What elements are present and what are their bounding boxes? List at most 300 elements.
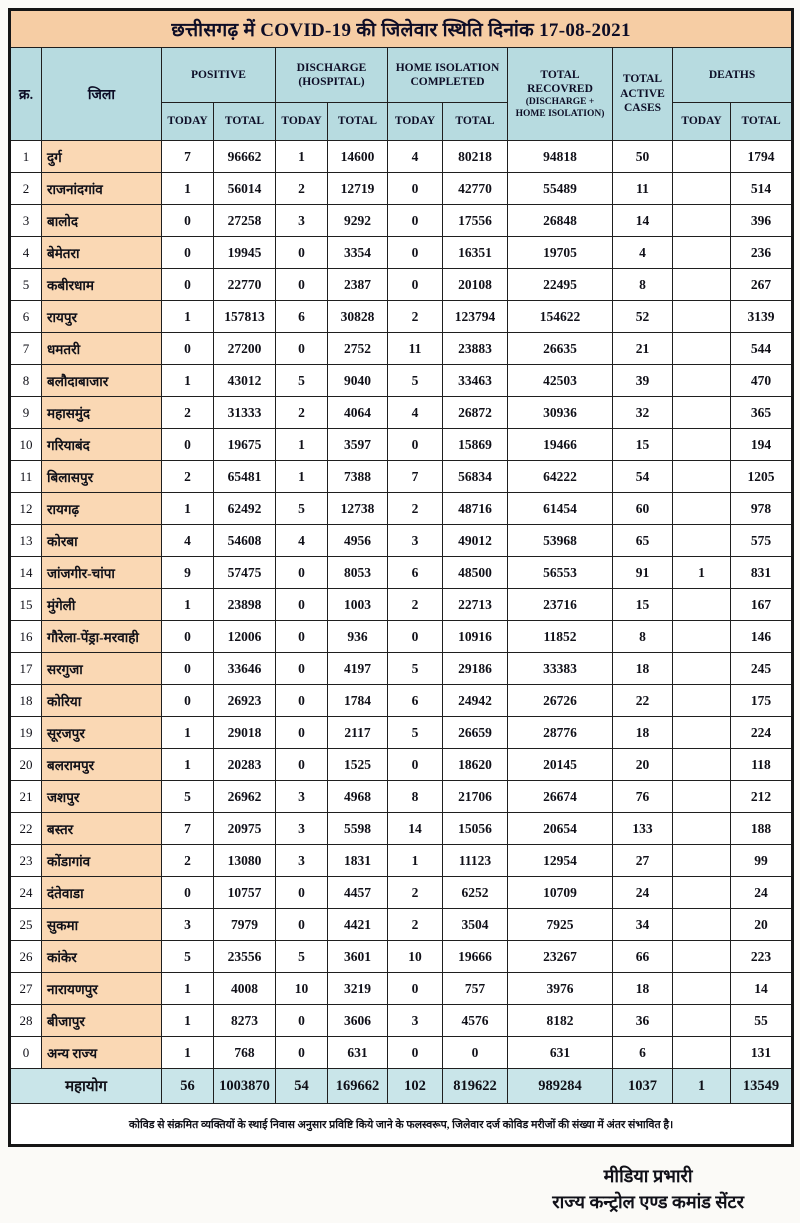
serial-cell: 17 [10, 653, 42, 685]
discharge-today-cell: 5 [276, 493, 328, 525]
table-row [10, 429, 793, 461]
discharge-total-cell: 14600 [328, 141, 388, 173]
table-row [10, 333, 793, 365]
discharge-total-cell: 1525 [328, 749, 388, 781]
deaths-today-cell [673, 621, 731, 653]
deaths-today-cell [673, 877, 731, 909]
district-cell: बलरामपुर [42, 749, 162, 781]
table-row [10, 237, 793, 269]
discharge-total-cell: 2387 [328, 269, 388, 301]
home-isolation-today-cell: 6 [388, 557, 443, 589]
active-cases-cell: 65 [613, 525, 673, 557]
column-header-active-cases: TOTAL ACTIVE CASES [613, 48, 673, 141]
district-cell: दंतेवाडा [42, 877, 162, 909]
home-isolation-today-cell: 0 [388, 973, 443, 1005]
serial-cell: 22 [10, 813, 42, 845]
total-recovered-cell: 28776 [508, 717, 613, 749]
discharge-today-cell: 0 [276, 557, 328, 589]
table-row [10, 557, 793, 589]
deaths-total-cell: 167 [731, 589, 793, 621]
district-cell: कोरिया [42, 685, 162, 717]
total-active-cases: 1037 [613, 1069, 673, 1104]
home-isolation-today-cell: 8 [388, 781, 443, 813]
positive-total-cell: 26923 [214, 685, 276, 717]
deaths-today-cell [673, 365, 731, 397]
positive-today-cell: 1 [162, 173, 214, 205]
positive-total-cell: 23556 [214, 941, 276, 973]
positive-today-cell: 2 [162, 845, 214, 877]
home-isolation-today-cell: 7 [388, 461, 443, 493]
signature-block [8, 1163, 792, 1215]
positive-today-cell: 0 [162, 429, 214, 461]
positive-total-cell: 27258 [214, 205, 276, 237]
district-cell: महासमुंद [42, 397, 162, 429]
home-isolation-total-cell: 48716 [443, 493, 508, 525]
home-isolation-total-cell: 22713 [443, 589, 508, 621]
district-cell: गौरेला-पेंड्रा-मरवाही [42, 621, 162, 653]
total-recovered-cell: 30936 [508, 397, 613, 429]
serial-cell: 1 [10, 141, 42, 173]
home-isolation-today-cell: 3 [388, 1005, 443, 1037]
deaths-today-cell [673, 973, 731, 1005]
home-isolation-today-cell: 11 [388, 333, 443, 365]
total-recovered-cell: 53968 [508, 525, 613, 557]
active-cases-cell: 60 [613, 493, 673, 525]
home-isolation-total-cell: 80218 [443, 141, 508, 173]
home-isolation-today-cell: 14 [388, 813, 443, 845]
deaths-total-cell: 223 [731, 941, 793, 973]
positive-today-cell: 5 [162, 941, 214, 973]
deaths-total-cell: 24 [731, 877, 793, 909]
total-discharge-today: 54 [276, 1069, 328, 1104]
serial-cell: 12 [10, 493, 42, 525]
total-positive-total: 1003870 [214, 1069, 276, 1104]
positive-today-cell: 7 [162, 141, 214, 173]
deaths-today-cell [673, 141, 731, 173]
discharge-today-cell: 0 [276, 653, 328, 685]
total-home-isolation-today: 102 [388, 1069, 443, 1104]
total-recovered-cell: 631 [508, 1037, 613, 1069]
total-recovered-cell: 12954 [508, 845, 613, 877]
deaths-today-cell [673, 269, 731, 301]
table-row [10, 973, 793, 1005]
deaths-total-cell: 978 [731, 493, 793, 525]
positive-today-cell: 5 [162, 781, 214, 813]
deaths-total-cell: 470 [731, 365, 793, 397]
discharge-line1: DISCHARGE [296, 61, 367, 74]
serial-cell: 14 [10, 557, 42, 589]
table-row [10, 877, 793, 909]
discharge-today-cell: 0 [276, 909, 328, 941]
deaths-today-cell [673, 845, 731, 877]
serial-cell: 0 [10, 1037, 42, 1069]
column-header-district: जिला [42, 48, 162, 141]
discharge-today-cell: 3 [276, 845, 328, 877]
deaths-today-cell [673, 685, 731, 717]
active-cases-cell: 91 [613, 557, 673, 589]
total-recovered-cell: 19705 [508, 237, 613, 269]
total-recovered-cell: 8182 [508, 1005, 613, 1037]
discharge-today-cell: 5 [276, 941, 328, 973]
total-recovered-cell: 20145 [508, 749, 613, 781]
discharge-total-cell: 3354 [328, 237, 388, 269]
deaths-total-cell: 194 [731, 429, 793, 461]
table-row [10, 1037, 793, 1069]
table-body [10, 141, 793, 1069]
table-row [10, 301, 793, 333]
serial-cell: 10 [10, 429, 42, 461]
deaths-total-cell: 236 [731, 237, 793, 269]
discharge-total-cell: 3601 [328, 941, 388, 973]
discharge-total-cell: 7388 [328, 461, 388, 493]
serial-cell: 4 [10, 237, 42, 269]
serial-cell: 7 [10, 333, 42, 365]
discharge-total-cell: 4421 [328, 909, 388, 941]
deaths-today-cell [673, 333, 731, 365]
deaths-total-cell: 131 [731, 1037, 793, 1069]
table-row [10, 813, 793, 845]
total-recovered-total: 989284 [508, 1069, 613, 1104]
district-cell: बस्तर [42, 813, 162, 845]
discharge-today-cell: 6 [276, 301, 328, 333]
total-row [10, 1069, 793, 1104]
table-row [10, 1005, 793, 1037]
total-recovered-cell: 20654 [508, 813, 613, 845]
district-cell: कोरबा [42, 525, 162, 557]
positive-total-cell: 157813 [214, 301, 276, 333]
discharge-total-cell: 936 [328, 621, 388, 653]
positive-today-cell: 0 [162, 653, 214, 685]
positive-today-cell: 0 [162, 685, 214, 717]
home-isolation-today-cell: 0 [388, 237, 443, 269]
column-header-positive: POSITIVE [162, 48, 276, 103]
total-recovered-cell: 94818 [508, 141, 613, 173]
discharge-today-cell: 0 [276, 717, 328, 749]
deaths-total-cell: 20 [731, 909, 793, 941]
discharge-today-cell: 0 [276, 685, 328, 717]
discharge-today-cell: 0 [276, 333, 328, 365]
column-header-total-recovered [508, 48, 613, 141]
deaths-today-cell [673, 781, 731, 813]
table-row [10, 685, 793, 717]
signature-title: मीडिया प्रभारी [603, 1166, 693, 1186]
positive-today-cell: 3 [162, 909, 214, 941]
deaths-total-cell: 245 [731, 653, 793, 685]
serial-cell: 20 [10, 749, 42, 781]
home-isolation-today-cell: 0 [388, 621, 443, 653]
total-recovered-cell: 11852 [508, 621, 613, 653]
home-isolation-total-cell: 757 [443, 973, 508, 1005]
home-isolation-today-cell: 0 [388, 269, 443, 301]
home-isolation-today-cell: 2 [388, 877, 443, 909]
positive-today-cell: 2 [162, 461, 214, 493]
serial-cell: 18 [10, 685, 42, 717]
subheader-positive-total: TOTAL [214, 103, 276, 141]
deaths-today-cell [673, 941, 731, 973]
total-discharge-total: 169662 [328, 1069, 388, 1104]
positive-today-cell: 9 [162, 557, 214, 589]
district-cell: रायपुर [42, 301, 162, 333]
total-recovered-cell: 7925 [508, 909, 613, 941]
total-recovered-cell: 55489 [508, 173, 613, 205]
home-isolation-today-cell: 2 [388, 301, 443, 333]
deaths-today-cell [673, 1005, 731, 1037]
serial-cell: 25 [10, 909, 42, 941]
total-recovered-cell: 33383 [508, 653, 613, 685]
home-isolation-today-cell: 0 [388, 1037, 443, 1069]
deaths-today-cell [673, 525, 731, 557]
district-cell: रायगढ़ [42, 493, 162, 525]
discharge-total-cell: 2752 [328, 333, 388, 365]
discharge-today-cell: 0 [276, 1037, 328, 1069]
table-row [10, 397, 793, 429]
total-recovered-cell: 154622 [508, 301, 613, 333]
discharge-today-cell: 0 [276, 237, 328, 269]
positive-today-cell: 1 [162, 749, 214, 781]
discharge-total-cell: 5598 [328, 813, 388, 845]
positive-today-cell: 0 [162, 237, 214, 269]
discharge-today-cell: 0 [276, 589, 328, 621]
total-recovered-cell: 19466 [508, 429, 613, 461]
district-cell: बिलासपुर [42, 461, 162, 493]
discharge-today-cell: 2 [276, 173, 328, 205]
home-isolation-total-cell: 17556 [443, 205, 508, 237]
table-row [10, 141, 793, 173]
positive-total-cell: 22770 [214, 269, 276, 301]
positive-total-cell: 20283 [214, 749, 276, 781]
positive-today-cell: 7 [162, 813, 214, 845]
table-row [10, 525, 793, 557]
deaths-today-cell [673, 205, 731, 237]
serial-cell: 9 [10, 397, 42, 429]
discharge-total-cell: 631 [328, 1037, 388, 1069]
table-row [10, 461, 793, 493]
home-isolation-total-cell: 15056 [443, 813, 508, 845]
home-isolation-total-cell: 11123 [443, 845, 508, 877]
table-row [10, 621, 793, 653]
table-row [10, 749, 793, 781]
positive-today-cell: 1 [162, 493, 214, 525]
positive-total-cell: 8273 [214, 1005, 276, 1037]
home-isolation-total-cell: 4576 [443, 1005, 508, 1037]
subheader-deaths-total: TOTAL [731, 103, 793, 141]
positive-total-cell: 20975 [214, 813, 276, 845]
active-cases-cell: 32 [613, 397, 673, 429]
district-cell: राजनांदगांव [42, 173, 162, 205]
total-recovered-cell: 26726 [508, 685, 613, 717]
home-isolation-total-cell: 0 [443, 1037, 508, 1069]
total-recovered-cell: 3976 [508, 973, 613, 1005]
discharge-today-cell: 3 [276, 781, 328, 813]
positive-today-cell: 1 [162, 1005, 214, 1037]
home-isolation-total-cell: 56834 [443, 461, 508, 493]
active-cases-cell: 133 [613, 813, 673, 845]
footnote: कोविड से संक्रमित व्यक्तियों के स्थाई निवास अनुसार प्रविष्टि किये जाने के फलस्वरूप, जिलेवार दर्ज कोविड मरीजों की संख्या में अंतर संभावित है। [10, 1104, 793, 1146]
positive-total-cell: 56014 [214, 173, 276, 205]
deaths-total-cell: 831 [731, 557, 793, 589]
discharge-today-cell: 10 [276, 973, 328, 1005]
column-header-home-isolation [388, 48, 508, 103]
positive-today-cell: 4 [162, 525, 214, 557]
district-cell: धमतरी [42, 333, 162, 365]
home-isolation-today-cell: 0 [388, 749, 443, 781]
deaths-total-cell: 575 [731, 525, 793, 557]
active-cases-cell: 11 [613, 173, 673, 205]
serial-cell: 26 [10, 941, 42, 973]
home-isolation-today-cell: 5 [388, 365, 443, 397]
column-header-deaths: DEATHS [673, 48, 793, 103]
serial-cell: 8 [10, 365, 42, 397]
discharge-total-cell: 8053 [328, 557, 388, 589]
deaths-total-cell: 146 [731, 621, 793, 653]
district-cell: बालोद [42, 205, 162, 237]
table-row [10, 941, 793, 973]
serial-cell: 19 [10, 717, 42, 749]
discharge-total-cell: 3219 [328, 973, 388, 1005]
home-isolation-total-cell: 15869 [443, 429, 508, 461]
total-recovered-cell: 61454 [508, 493, 613, 525]
district-cell: कोंडागांव [42, 845, 162, 877]
deaths-total-cell: 212 [731, 781, 793, 813]
district-cell: कांकेर [42, 941, 162, 973]
subheader-deaths-today: TODAY [673, 103, 731, 141]
active-cases-cell: 18 [613, 973, 673, 1005]
total-recovered-cell: 23267 [508, 941, 613, 973]
serial-cell: 3 [10, 205, 42, 237]
home-isolation-today-cell: 2 [388, 493, 443, 525]
discharge-today-cell: 1 [276, 429, 328, 461]
home-isolation-total-cell: 16351 [443, 237, 508, 269]
active-cases-cell: 4 [613, 237, 673, 269]
district-cell: सूरजपुर [42, 717, 162, 749]
table-row [10, 845, 793, 877]
active-cases-cell: 39 [613, 365, 673, 397]
discharge-today-cell: 0 [276, 269, 328, 301]
discharge-total-cell: 4064 [328, 397, 388, 429]
home-isolation-today-cell: 5 [388, 653, 443, 685]
district-cell: मुंगेली [42, 589, 162, 621]
discharge-total-cell: 12738 [328, 493, 388, 525]
positive-total-cell: 57475 [214, 557, 276, 589]
deaths-today-cell [673, 397, 731, 429]
home-isolation-total-cell: 48500 [443, 557, 508, 589]
positive-today-cell: 1 [162, 1037, 214, 1069]
deaths-total-cell: 55 [731, 1005, 793, 1037]
table-row [10, 909, 793, 941]
serial-cell: 13 [10, 525, 42, 557]
home-isolation-total-cell: 18620 [443, 749, 508, 781]
discharge-total-cell: 9040 [328, 365, 388, 397]
home-isolation-total-cell: 24942 [443, 685, 508, 717]
serial-cell: 16 [10, 621, 42, 653]
positive-total-cell: 19675 [214, 429, 276, 461]
serial-cell: 2 [10, 173, 42, 205]
home-isolation-today-cell: 5 [388, 717, 443, 749]
discharge-total-cell: 4197 [328, 653, 388, 685]
home-isolation-today-cell: 2 [388, 589, 443, 621]
positive-total-cell: 29018 [214, 717, 276, 749]
serial-cell: 28 [10, 1005, 42, 1037]
positive-total-cell: 26962 [214, 781, 276, 813]
home-isolation-total-cell: 19666 [443, 941, 508, 973]
active-cases-cell: 36 [613, 1005, 673, 1037]
active-cases-cell: 54 [613, 461, 673, 493]
discharge-total-cell: 4457 [328, 877, 388, 909]
positive-total-cell: 13080 [214, 845, 276, 877]
district-cell: जशपुर [42, 781, 162, 813]
active-cases-cell: 50 [613, 141, 673, 173]
discharge-today-cell: 3 [276, 813, 328, 845]
deaths-total-cell: 3139 [731, 301, 793, 333]
total-recovered-cell: 26635 [508, 333, 613, 365]
active-cases-cell: 20 [613, 749, 673, 781]
deaths-today-cell: 1 [673, 557, 731, 589]
discharge-line2: (HOSPITAL) [298, 76, 365, 88]
active-cases-cell: 66 [613, 941, 673, 973]
home-isolation-total-cell: 26872 [443, 397, 508, 429]
total-recovered-cell: 26674 [508, 781, 613, 813]
home-isolation-total-cell: 23883 [443, 333, 508, 365]
deaths-today-cell [673, 589, 731, 621]
table-row [10, 653, 793, 685]
positive-today-cell: 0 [162, 333, 214, 365]
deaths-total-cell: 175 [731, 685, 793, 717]
total-recovered-cell: 10709 [508, 877, 613, 909]
active-cases-cell: 27 [613, 845, 673, 877]
positive-total-cell: 27200 [214, 333, 276, 365]
recovered-main-label: TOTAL RECOVRED [527, 68, 593, 96]
active-cases-cell: 24 [613, 877, 673, 909]
active-cases-cell: 52 [613, 301, 673, 333]
active-cases-cell: 15 [613, 429, 673, 461]
positive-total-cell: 65481 [214, 461, 276, 493]
home-isolation-line1: HOME ISOLATION [395, 61, 500, 74]
subheader-positive-today: TODAY [162, 103, 214, 141]
positive-total-cell: 7979 [214, 909, 276, 941]
home-isolation-today-cell: 6 [388, 685, 443, 717]
recovered-sub-label: (DISCHARGE + HOME ISOLATION) [515, 97, 605, 119]
total-recovered-cell: 22495 [508, 269, 613, 301]
active-cases-cell: 76 [613, 781, 673, 813]
active-cases-cell: 6 [613, 1037, 673, 1069]
table-row [10, 365, 793, 397]
home-isolation-today-cell: 0 [388, 173, 443, 205]
table-row [10, 269, 793, 301]
home-isolation-total-cell: 6252 [443, 877, 508, 909]
deaths-total-cell: 1205 [731, 461, 793, 493]
total-deaths-total: 13549 [731, 1069, 793, 1104]
deaths-total-cell: 267 [731, 269, 793, 301]
positive-today-cell: 1 [162, 365, 214, 397]
discharge-today-cell: 0 [276, 621, 328, 653]
serial-cell: 15 [10, 589, 42, 621]
home-isolation-today-cell: 2 [388, 909, 443, 941]
deaths-total-cell: 396 [731, 205, 793, 237]
discharge-total-cell: 4956 [328, 525, 388, 557]
deaths-today-cell [673, 909, 731, 941]
district-cell: दुर्ग [42, 141, 162, 173]
discharge-today-cell: 3 [276, 205, 328, 237]
total-recovered-cell: 42503 [508, 365, 613, 397]
discharge-total-cell: 30828 [328, 301, 388, 333]
deaths-today-cell [673, 1037, 731, 1069]
active-cases-cell: 15 [613, 589, 673, 621]
table-row [10, 589, 793, 621]
positive-total-cell: 19945 [214, 237, 276, 269]
positive-today-cell: 1 [162, 717, 214, 749]
deaths-total-cell: 544 [731, 333, 793, 365]
positive-total-cell: 10757 [214, 877, 276, 909]
